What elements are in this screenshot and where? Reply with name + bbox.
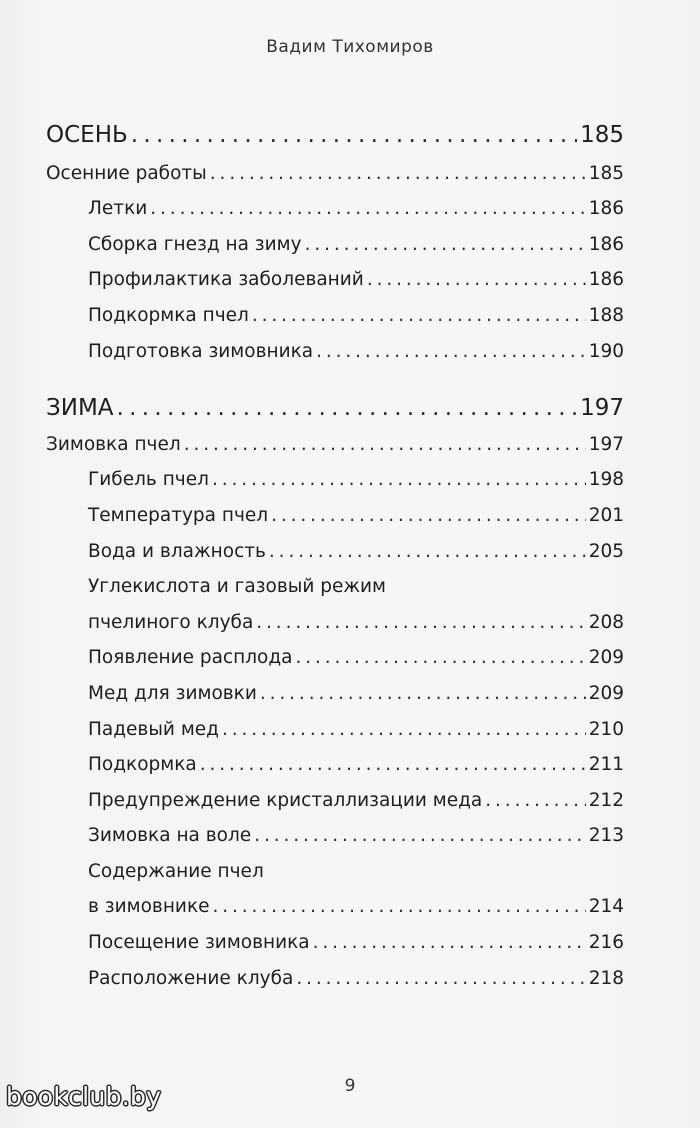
leader-dots — [305, 227, 586, 263]
leader-dots — [256, 605, 585, 641]
toc-entry-title: Подкормка пчел — [88, 304, 249, 326]
toc-page-number: 210 — [588, 718, 624, 740]
toc-entry-title: Гибель пчел — [88, 469, 209, 491]
toc-subentry-line2 — [46, 889, 624, 925]
toc-subentry — [46, 818, 624, 854]
toc-entry-title: Температура пчел — [88, 504, 269, 526]
toc-section-autumn — [46, 118, 624, 154]
toc-subentry — [46, 298, 624, 334]
toc-entry-title: Появление расплода — [88, 647, 293, 669]
toc-page-number: 213 — [588, 825, 624, 847]
toc-entry-title: в зимовнике — [88, 896, 210, 918]
toc-page-number: 212 — [588, 789, 624, 811]
toc-subentry — [46, 925, 624, 961]
leader-dots — [131, 118, 577, 154]
leader-dots — [254, 818, 585, 854]
toc-entry-title: Сборка гнезд на зиму — [88, 233, 302, 255]
toc-page-number: 198 — [588, 469, 624, 491]
toc-subentry — [46, 712, 624, 748]
toc-entry-title: Летки — [88, 198, 148, 220]
toc-subentry — [46, 191, 624, 227]
leader-dots — [117, 391, 578, 427]
leader-dots — [200, 747, 586, 783]
toc-subentry — [46, 534, 624, 570]
toc-subentry — [46, 783, 624, 819]
toc-subentry — [46, 498, 624, 534]
toc-page-number: 197 — [588, 433, 624, 455]
toc-subentry — [46, 961, 624, 997]
toc-page-number: 186 — [588, 198, 624, 220]
toc-section-title: ЗИМА — [46, 395, 114, 422]
toc-entry-title: Зимовка на воле — [88, 825, 252, 847]
toc-entry-title: Посещение зимовника — [88, 932, 310, 954]
running-head-author: Вадим Тихомиров — [266, 37, 434, 57]
toc-page-number: 209 — [588, 647, 624, 669]
leader-dots — [367, 262, 586, 298]
toc-subentry — [46, 227, 624, 263]
toc-entry-title: Падевый мед — [88, 718, 219, 740]
leader-dots — [316, 334, 586, 370]
toc-subentry-line1 — [46, 854, 624, 890]
toc-page-number: 208 — [588, 611, 624, 633]
toc-subentry — [46, 747, 624, 783]
leader-dots — [313, 925, 586, 961]
toc-subentry — [46, 462, 624, 498]
toc-entry-title: Профилактика заболеваний — [88, 269, 364, 291]
leader-dots — [269, 534, 586, 570]
leader-dots — [184, 427, 586, 463]
toc-page-number: 185 — [588, 162, 624, 184]
toc-entry-title: Зимовка пчел — [46, 433, 181, 455]
leader-dots — [150, 191, 585, 227]
toc-page-number: 190 — [588, 340, 624, 362]
leader-dots — [271, 498, 586, 534]
watermark-logo: bookclub.by — [6, 1082, 162, 1111]
toc-section-title: ОСЕНЬ — [46, 122, 128, 148]
toc-page-number: 218 — [588, 967, 624, 989]
toc-entry-title: Мед для зимовки — [88, 682, 257, 704]
toc-subentry-line2 — [46, 605, 624, 641]
toc-page-number: 185 — [580, 122, 624, 148]
toc-entry — [46, 156, 624, 192]
toc-entry-title: Подготовка зимовника — [88, 340, 314, 362]
toc-subentry — [46, 334, 624, 370]
toc-page-number: 201 — [588, 504, 624, 526]
leader-dots — [295, 640, 585, 676]
toc-entry-title: Предупреждение кристаллизации меда — [88, 789, 483, 811]
toc-entry — [46, 427, 624, 463]
toc-entry-title: Вода и влажность — [88, 540, 266, 562]
leader-dots — [296, 961, 585, 997]
toc-subentry — [46, 262, 624, 298]
toc-entry-title: пчелиного клуба — [88, 611, 254, 633]
toc-page-number: 209 — [588, 682, 624, 704]
toc-subentry — [46, 640, 624, 676]
leader-dots — [222, 712, 586, 748]
toc-page-number: 211 — [588, 754, 624, 776]
page-number: 9 — [344, 1076, 356, 1096]
toc-page-number: 188 — [588, 304, 624, 326]
toc-section-winter — [46, 391, 624, 427]
toc-entry-title: Расположение клуба — [88, 967, 294, 989]
leader-dots — [212, 462, 586, 498]
toc-entry-title: Осенние работы — [46, 162, 207, 184]
toc-subentry-line1 — [46, 569, 624, 605]
toc-page-number: 216 — [588, 932, 624, 954]
leader-dots — [210, 156, 586, 192]
toc-subentry — [46, 676, 624, 712]
toc-page-number: 186 — [588, 269, 624, 291]
toc-page-number: 214 — [588, 896, 624, 918]
leader-dots — [485, 783, 585, 819]
leader-dots — [213, 889, 586, 925]
toc-entry-title: Содержание пчел — [88, 860, 264, 882]
table-of-contents — [46, 118, 624, 996]
toc-page-number: 186 — [588, 233, 624, 255]
toc-page-number: 197 — [580, 395, 624, 422]
toc-entry-title: Углекислота и газовый режим — [88, 576, 387, 598]
toc-entry-title: Подкормка — [88, 754, 197, 776]
leader-dots — [252, 298, 586, 334]
toc-page-number: 205 — [588, 540, 624, 562]
leader-dots — [260, 676, 586, 712]
